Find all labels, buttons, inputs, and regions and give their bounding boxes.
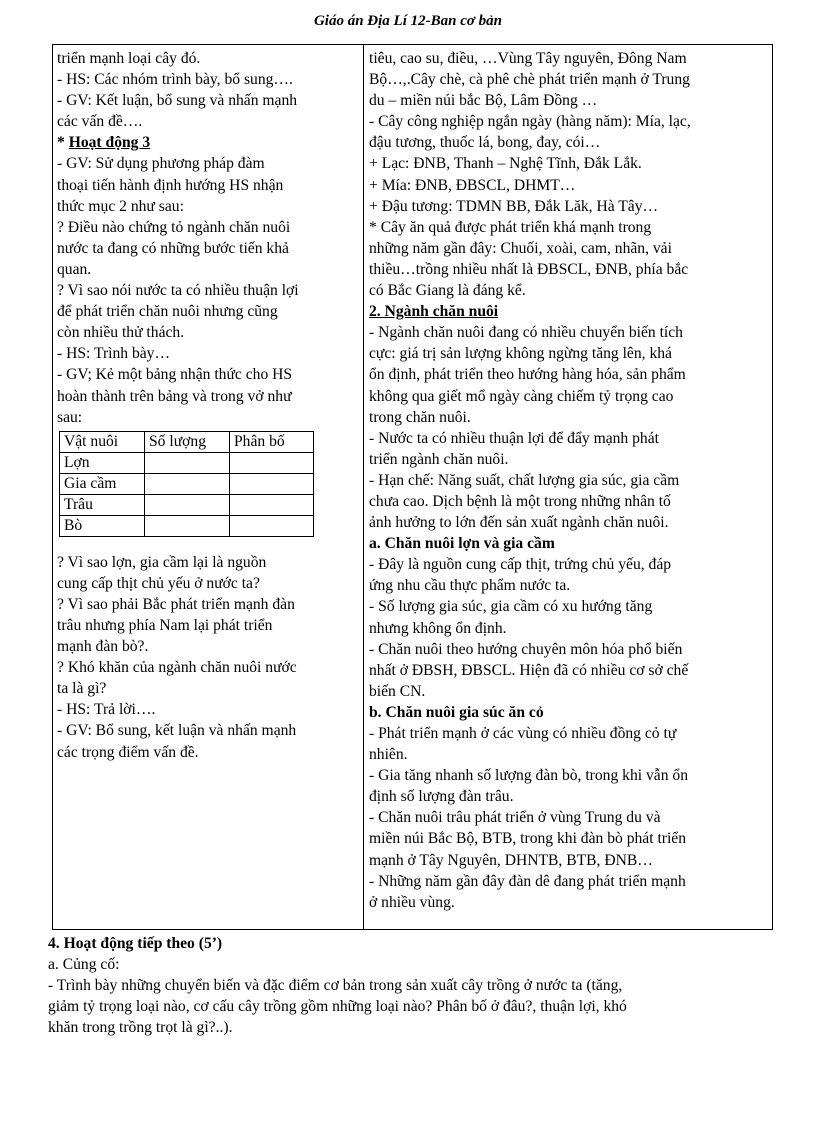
right-line: + Mía: ĐNB, ĐBSCL, DHMT… [369, 176, 576, 194]
table-cell [145, 515, 230, 536]
left-line: nước ta đang có những bước tiến khả [57, 239, 289, 257]
right-line: ở nhiều vùng. [369, 893, 455, 911]
table-cell [145, 452, 230, 473]
right-line: Bộ…,.Cây chè, cà phê chè phát triển mạnh ở Trung [369, 71, 690, 89]
content-column [369, 48, 769, 913]
right-line: + Đậu tương: TDMN BB, Đắk Lăk, Hà Tây… [369, 197, 659, 215]
left-line: - GV: Kết luận, bổ sung và nhấn mạnh [57, 92, 298, 110]
section-b-heading: b. Chăn nuôi gia súc ăn cỏ [369, 703, 544, 721]
right-line: - Chăn nuôi theo hướng chuyên môn hóa phổ biến [369, 640, 683, 658]
livestock-table [59, 431, 314, 537]
table-cell: Bò [60, 515, 145, 536]
right-line: * Cây ăn quả được phát triển khá mạnh trong [369, 218, 652, 236]
table-cell: Lợn [60, 452, 145, 473]
lesson-table [52, 44, 773, 930]
left-line: - GV; Kẻ một bảng nhận thức cho HS [57, 366, 293, 384]
right-line: miền núi Bắc Bộ, BTB, trong khi đàn bò phát triển [369, 830, 687, 848]
right-line: nhất ở ĐBSH, ĐBSCL. Hiện đã có nhiều cơ sở chế [369, 661, 689, 679]
body-line: a. Củng cố: [48, 956, 120, 974]
right-line: biến CN. [369, 682, 426, 700]
left-line: cung cấp thịt chủ yếu ở nước ta? [57, 574, 260, 592]
right-line: - Số lượng gia súc, gia cầm có xu hướng tăng [369, 598, 653, 616]
table-cell [230, 494, 314, 515]
section-a-heading: a. Chăn nuôi lợn và gia cầm [369, 535, 555, 553]
left-line: - GV: Sử dụng phương pháp đàm [57, 155, 265, 173]
left-line: - GV: Bổ sung, kết luận và nhấn mạnh [57, 722, 297, 740]
left-line: ? Điều nào chứng tỏ ngành chăn nuôi [57, 218, 291, 236]
header-cell: Số lượng [145, 431, 230, 452]
livestock-table-header [60, 431, 314, 452]
left-line: quan. [57, 260, 92, 278]
right-line: - Đây là nguồn cung cấp thịt, trứng chủ yếu, đáp [369, 556, 672, 574]
table-cell [230, 473, 314, 494]
header-cell: Vật nuôi [60, 431, 145, 452]
left-line: thoại tiến hành định hướng HS nhận [57, 176, 284, 194]
next-activity-heading: 4. Hoạt động tiếp theo (5’) [48, 935, 223, 952]
right-line: - Phát triển mạnh ở các vùng có nhiều đồng cỏ tự [369, 725, 677, 742]
activity-3-heading [57, 132, 357, 153]
left-line: triển mạnh loại cây đó. [57, 50, 201, 67]
table-cell [230, 452, 314, 473]
table-cell [145, 494, 230, 515]
table-cell: Trâu [60, 494, 145, 515]
left-line: ? Vì sao phải Bắc phát triển mạnh đàn [57, 595, 295, 613]
right-line: không qua giết mổ ngày càng chiếm tỷ trọng cao [369, 387, 674, 405]
table-row [60, 473, 314, 494]
right-line: chưa cao. Dịch bệnh là một trong những nhân tố [369, 492, 671, 510]
section-2-heading: 2. Ngành chăn nuôi [369, 303, 499, 321]
table-cell [230, 515, 314, 536]
right-line: - Ngành chăn nuôi đang có nhiều chuyển biến tích [369, 324, 683, 342]
left-line: để phát triển chăn nuôi nhưng cũng [57, 303, 278, 321]
activity-3-bullet: * [57, 134, 69, 152]
right-line: nhiên. [369, 746, 408, 764]
page-header: Giáo án Địa Lí 12-Ban cơ bản [313, 13, 503, 29]
left-line: các vấn đề…. [57, 113, 143, 131]
left-line: - HS: Các nhóm trình bày, bổ sung…. [57, 71, 293, 89]
right-line: - Nước ta có nhiều thuận lợi để đẩy mạnh phát [369, 429, 659, 447]
header-cell: Phân bố [230, 431, 314, 452]
column-divider [363, 45, 364, 929]
next-activity-section [48, 933, 778, 1038]
table-cell: Gia cầm [60, 473, 145, 494]
right-line: những năm gần đây: Chuối, xoài, cam, nhãn, vải [369, 239, 672, 257]
left-line: mạnh đàn bò?. [57, 638, 149, 656]
right-line: - Cây công nghiệp ngắn ngày (hàng năm): Mía, lạc, [369, 113, 691, 131]
right-line: triển ngành chăn nuôi. [369, 450, 509, 468]
left-line: sau: [57, 408, 83, 426]
left-line: ta là gì? [57, 680, 107, 698]
left-line: các trọng điểm vấn đề. [57, 743, 199, 761]
right-line: đậu tương, thuốc lá, bong, đay, cói… [369, 134, 601, 152]
table-row [60, 494, 314, 515]
right-line: nhưng không ổn định. [369, 619, 507, 637]
right-line: ứng nhu cầu thực phẩm nước ta. [369, 577, 571, 595]
teacher-activity-column [57, 48, 357, 763]
right-line: mạnh ở Tây Nguyên, DHNTB, BTB, ĐNB… [369, 851, 653, 869]
right-line: - Gia tăng nhanh số lượng đàn bò, trong khi vẫn ổn [369, 767, 688, 785]
left-line: ? Khó khăn của ngành chăn nuôi nước [57, 659, 297, 677]
right-line: - Những năm gần đây đàn dê đang phát triển mạnh [369, 872, 686, 890]
left-line: ? Vì sao nói nước ta có nhiều thuận lợi [57, 282, 299, 300]
left-line: còn nhiều thử thách. [57, 324, 185, 342]
body-line: - Trình bày những chuyển biến và đặc điểm cơ bản trong sản xuất cây trồng ở nước ta (tăng, [48, 977, 623, 995]
table-cell [145, 473, 230, 494]
right-line: cực: giá trị sản lượng không ngừng tăng lên, khá [369, 345, 672, 363]
right-line: trong chăn nuôi. [369, 408, 471, 426]
right-line: thiều…trồng nhiều nhất là ĐBSCL, ĐNB, phía bắc [369, 260, 689, 278]
table-row [60, 452, 314, 473]
left-line: hoàn thành trên bảng và trong vở như [57, 387, 292, 405]
left-line: thức mục 2 như sau: [57, 197, 184, 215]
left-line: - HS: Trình bày… [57, 345, 171, 363]
right-line: - Hạn chế: Năng suất, chất lượng gia súc, gia cầm [369, 471, 680, 489]
left-line: trâu nhưng phía Nam lại phát triển [57, 616, 273, 634]
table-row [60, 515, 314, 536]
spacer [57, 537, 357, 552]
body-line: giảm tỷ trọng loại nào, cơ cấu cây trồng gồm những loại nào? Phân bố ở đâu?, thuận lợi, khó [48, 998, 627, 1016]
right-line: ảnh hưởng to lớn đến sản xuất ngành chăn nuôi. [369, 514, 669, 532]
right-line: tiêu, cao su, điều, …Vùng Tây nguyên, Đông Nam [369, 50, 687, 67]
right-line: ổn định, phát triển theo hướng hàng hóa, sản phẩm [369, 366, 686, 384]
left-line: ? Vì sao lợn, gia cầm lại là nguồn [57, 553, 267, 571]
right-line: - Chăn nuôi trâu phát triển ở vùng Trung du và [369, 809, 661, 827]
right-line: + Lạc: ĐNB, Thanh – Nghệ Tĩnh, Đắk Lắk. [369, 155, 642, 173]
right-line: có Bắc Giang là đáng kể. [369, 282, 526, 300]
activity-3-title: Hoạt động 3 [68, 134, 151, 152]
body-line: khăn trong trồng trọt là gì?..). [48, 1019, 233, 1037]
right-line: du – miền núi bắc Bộ, Lâm Đồng … [369, 92, 598, 110]
right-line: định số lượng đàn trâu. [369, 788, 514, 806]
left-line: - HS: Trả lời…. [57, 701, 156, 719]
